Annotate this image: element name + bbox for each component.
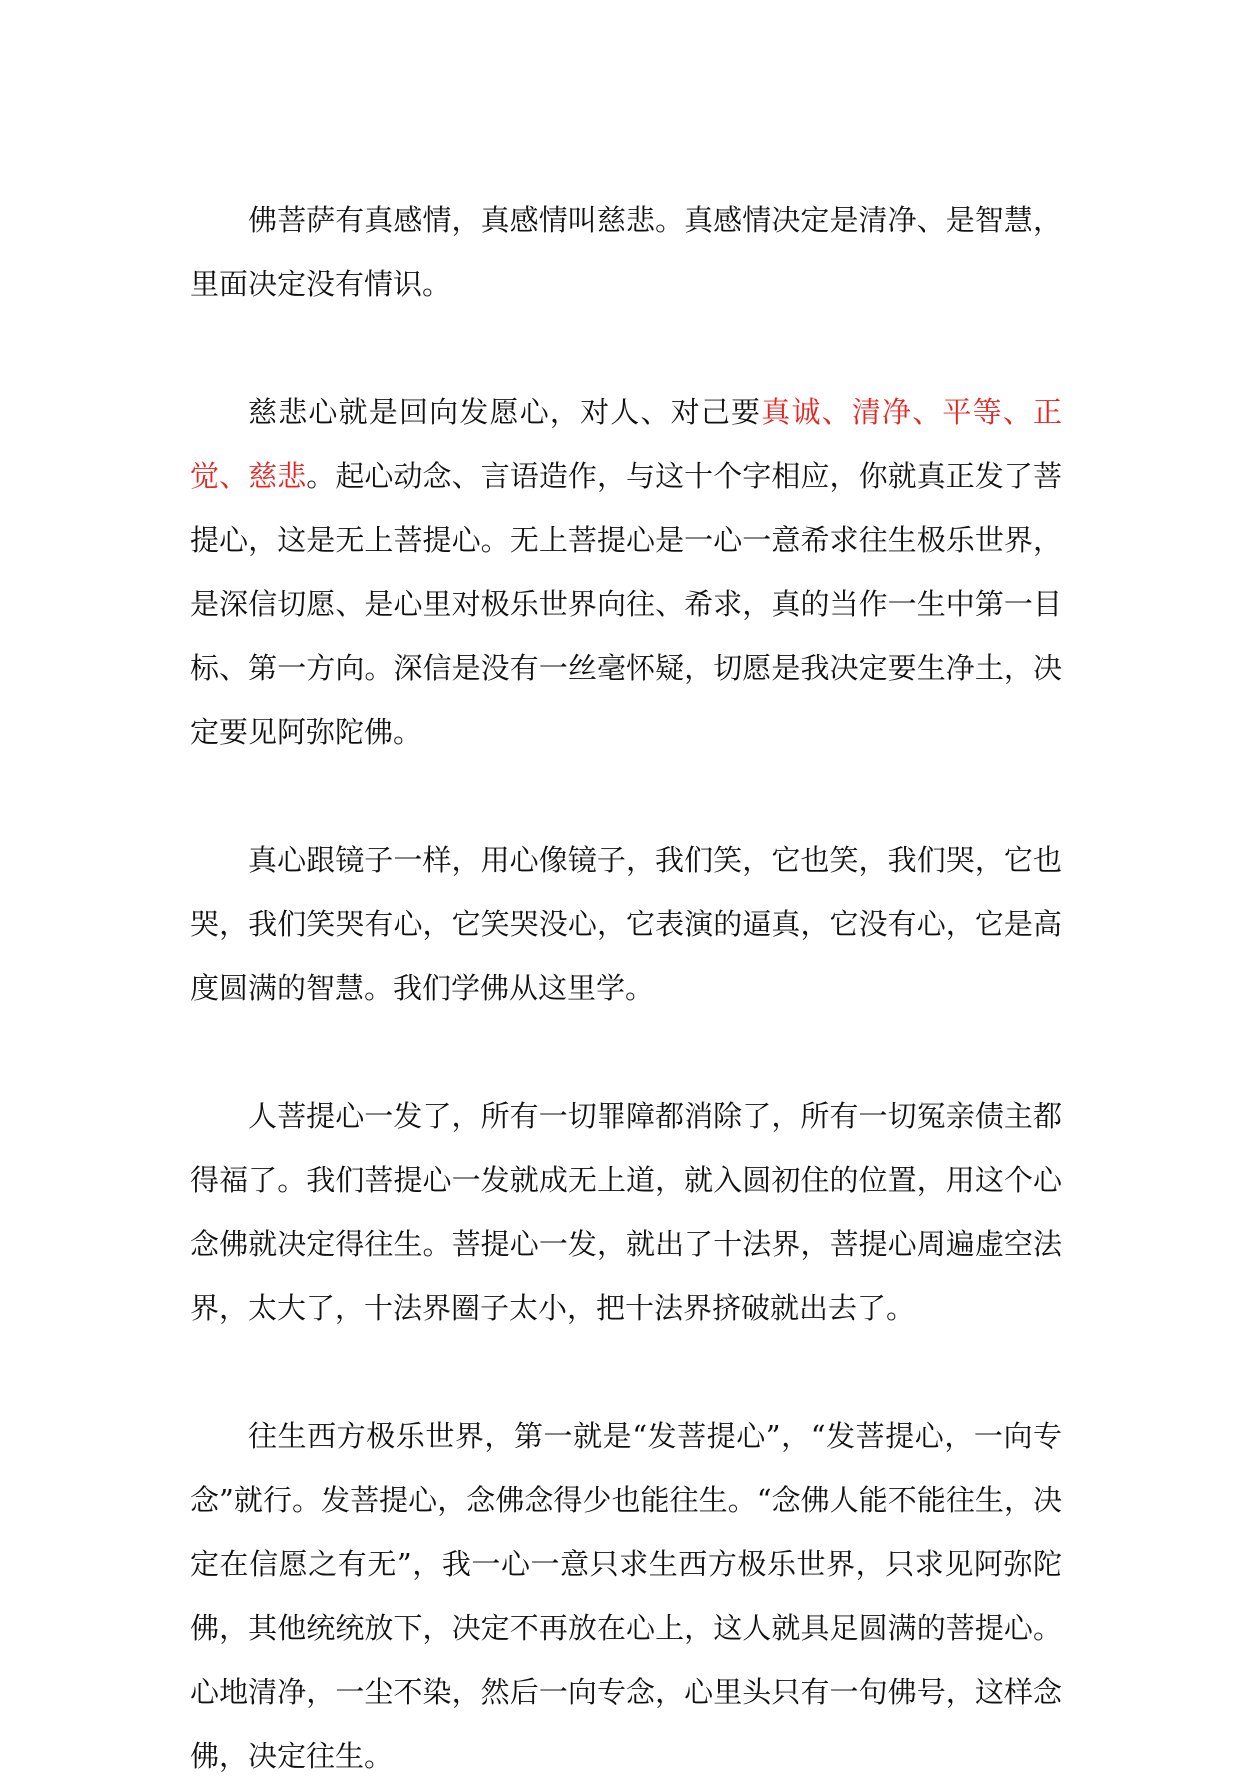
paragraph-2: [190, 380, 1062, 764]
paragraph-5: 往生西方极乐世界，第一就是“发菩提心”，“发菩提心，一向专念”就行。发菩提心，念佛念得少也能往生。“念佛人能不能往生，决定在信愿之有无”，我一心一意只求生西方极乐世界，只求见阿弥陀佛，其他统统放下，决定不再放在心上，这人就具足圆满的菩提心。心地清净，一尘不染，然后一向专念，心里头只有一句佛号，这样念佛，决定往生。: [190, 1419, 1062, 1773]
document-body: [190, 188, 1062, 1788]
paragraph-4: 人菩提心一发了，所有一切罪障都消除了，所有一切冤亲债主都得福了。我们菩提心一发就成无上道，就入圆初住的位置，用这个心念佛就决定得往生。菩提心一发，就出了十法界，菩提心周遍虚空法界，太大了，十法界圈子太小，把十法界挤破就出去了。: [190, 1099, 1062, 1325]
highlighted-virtues: 真诚、清净、平等、正觉、慈悲: [190, 395, 1062, 493]
paragraph-2-lead: 慈悲心就是回向发愿心，对人、对己要: [248, 395, 762, 429]
paragraph-1: 佛菩萨有真感情，真感情叫慈悲。真感情决定是清净、是智慧，里面决定没有情识。: [190, 203, 1062, 301]
paragraph-2-rest: 。起心动念、言语造作，与这十个字相应，你就真正发了菩提心，这是无上菩提心。无上菩提心是一心一意希求往生极乐世界，是深信切愿、是心里对极乐世界向往、希求，真的当作一生中第一目标、第一方向。深信是没有一丝毫怀疑，切愿是我决定要生净土，决定要见阿弥陀佛。: [190, 459, 1062, 749]
paragraph-3: 真心跟镜子一样，用心像镜子，我们笑，它也笑，我们哭，它也哭，我们笑哭有心，它笑哭没心，它表演的逼真，它没有心，它是高度圆满的智慧。我们学佛从这里学。: [190, 843, 1062, 1005]
